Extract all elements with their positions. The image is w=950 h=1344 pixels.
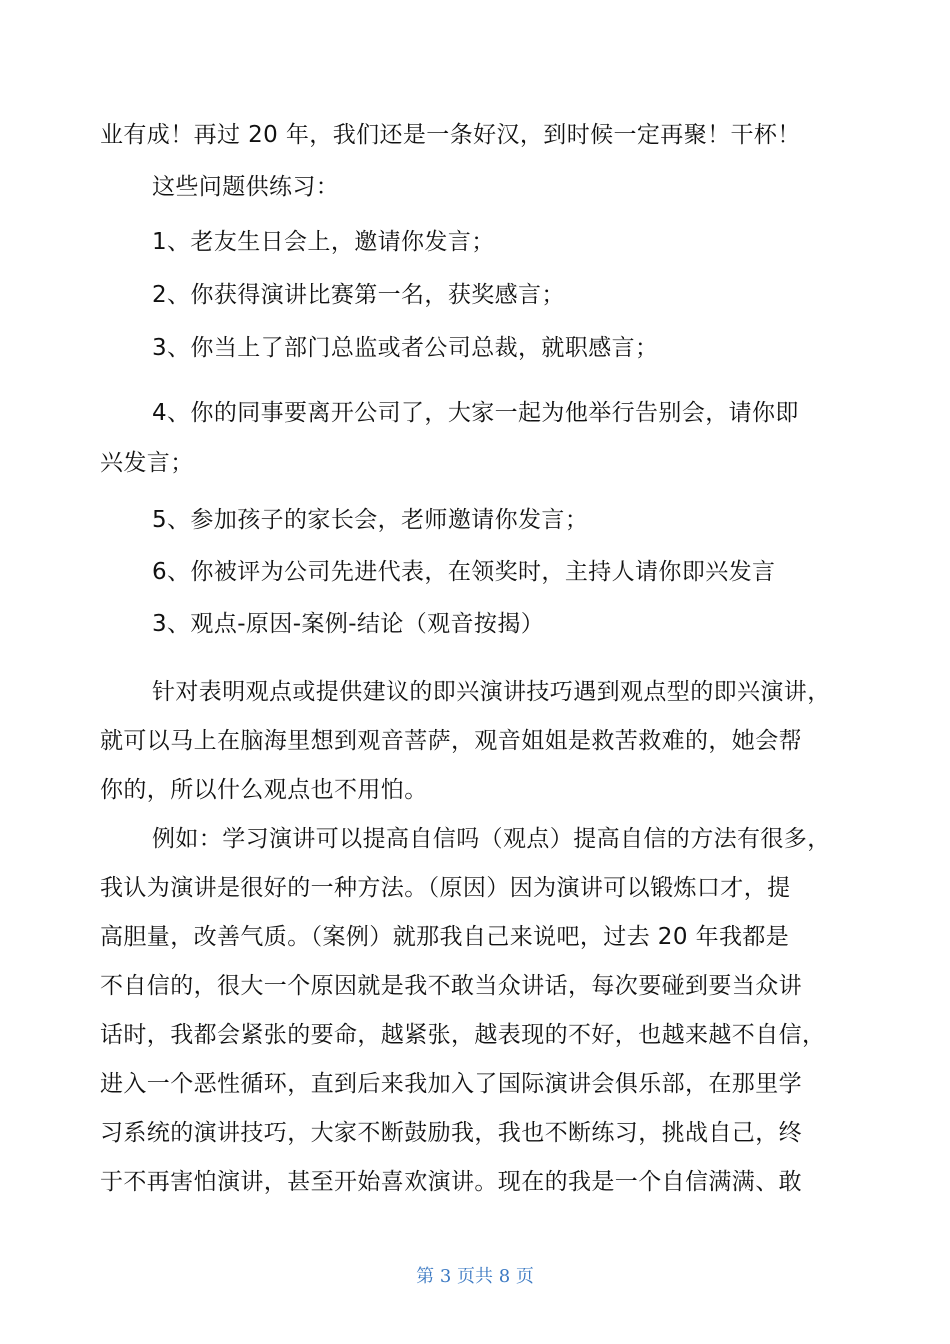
text-line: 这些问题供练习： (152, 174, 340, 200)
text-line: 业有成！再过 20 年，我们还是一条好汉，到时候一定再聚！干杯！ (100, 122, 801, 148)
text-line: 高胆量，改善气质。（案例）就那我自己来说吧，过去 20 年我都是 (100, 924, 790, 950)
text-line: 4、你的同事要离开公司了，大家一起为他举行告别会，请你即 (152, 400, 799, 426)
text-line: 5、参加孩子的家长会，老师邀请你发言； (152, 507, 589, 533)
text-line: 兴发言； (100, 450, 194, 476)
text-line: 我认为演讲是很好的一种方法。（原因）因为演讲可以锻炼口才，提 (100, 875, 791, 901)
text-line: 6、你被评为公司先进代表，在领奖时，主持人请你即兴发言 (152, 559, 776, 585)
page-number-footer: 第 3 页共 8 页 (416, 1266, 534, 1287)
text-line: 习系统的演讲技巧，大家不断鼓励我，我也不断练习，挑战自己，终 (100, 1120, 802, 1146)
text-line: 例如：学习演讲可以提高自信吗（观点）提高自信的方法有很多， (152, 826, 831, 852)
text-line: 2、你获得演讲比赛第一名，获奖感言； (152, 282, 565, 308)
text-line: 于不再害怕演讲，甚至开始喜欢演讲。现在的我是一个自信满满、敢 (100, 1169, 802, 1195)
text-line: 1、老友生日会上，邀请你发言； (152, 229, 495, 255)
text-line: 就可以马上在脑海里想到观音菩萨，观音姐姐是救苦救难的，她会帮 (100, 728, 802, 754)
text-line: 话时，我都会紧张的要命，越紧张，越表现的不好，也越来越不自信， (100, 1022, 826, 1048)
section-heading: 3、观点-原因-案例-结论（观音按揭） (152, 611, 545, 637)
text-line: 不自信的，很大一个原因就是我不敢当众讲话，每次要碰到要当众讲 (100, 973, 802, 999)
text-line: 3、你当上了部门总监或者公司总裁，就职感言； (152, 335, 659, 361)
text-line: 针对表明观点或提供建议的即兴演讲技巧遇到观点型的即兴演讲， (152, 679, 831, 705)
text-line: 你的，所以什么观点也不用怕。 (100, 777, 428, 803)
text-line: 进入一个恶性循环，直到后来我加入了国际演讲会俱乐部，在那里学 (100, 1071, 802, 1097)
